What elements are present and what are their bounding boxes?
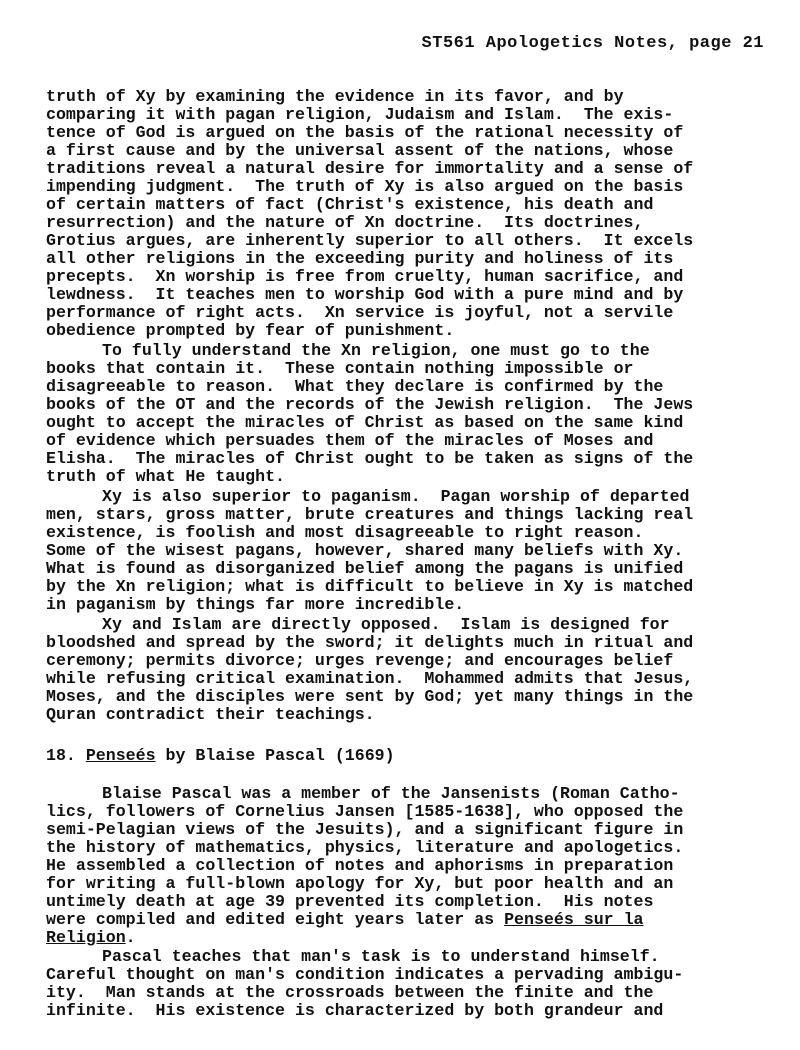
text-line: books of the OT and the records of the Jewish religion. The Jews [46, 395, 694, 414]
text-line: lics, followers of Cornelius Jansen [1585-1638], who opposed the [46, 802, 684, 821]
text-line: while refusing critical examination. Mohammed admits that Jesus, [46, 669, 694, 688]
text-line: disagreeable to reason. What they declare is confirmed by the [46, 377, 664, 396]
text-line: precepts. Xn worship is free from cruelty, human sacrifice, and [46, 267, 684, 286]
text-line: untimely death at age 39 prevented its completion. His notes [46, 892, 654, 911]
text-line: a first cause and by the universal assent of the nations, whose [46, 141, 674, 160]
text-line: truth of what He taught. [46, 467, 285, 486]
text-line: lewdness. It teaches men to worship God with a pure mind and by [46, 285, 684, 304]
text-line: existence, is foolish and most disagreeable to right reason. [46, 523, 644, 542]
text-line: men, stars, gross matter, brute creatures and things lacking real [46, 505, 694, 524]
work-title: Religion [46, 928, 126, 947]
text-line: ceremony; permits divorce; urges revenge; and encourages belief [46, 651, 674, 670]
section-number: 18. [46, 746, 76, 765]
text-line: Moses, and the disciples were sent by God; yet many things in the [46, 687, 694, 706]
text-line: semi-Pelagian views of the Jesuits), and a significant figure in [46, 820, 684, 839]
text-line: Some of the wisest pagans, however, shared many beliefs with Xy. [46, 541, 684, 560]
text-line: Elisha. The miracles of Christ ought to be taken as signs of the [46, 449, 694, 468]
text-line: ought to accept the miracles of Christ as based on the same kind [46, 413, 684, 432]
section-heading [46, 747, 395, 765]
work-title: Penseés sur la [504, 910, 644, 929]
text-line: comparing it with pagan religion, Judaism and Islam. The exis- [46, 105, 674, 124]
section-title-rest: by Blaise Pascal (1669) [165, 746, 395, 765]
text-line: of certain matters of fact (Christ's existence, his death and [46, 195, 654, 214]
text-line: resurrection) and the nature of Xn doctrine. Its doctrines, [46, 213, 644, 232]
text-line: obedience prompted by fear of punishment. [46, 321, 455, 340]
text-segment: were compiled and edited eight years later as [46, 910, 495, 929]
text-line: Pascal teaches that man's task is to understand himself. [102, 947, 660, 966]
text-line: Grotius argues, are inherently superior to all others. It excels [46, 231, 694, 250]
text-line: books that contain it. These contain nothing impossible or [46, 359, 634, 378]
text-line: Quran contradict their teachings. [46, 705, 375, 724]
text-line: performance of right acts. Xn service is joyful, not a servile [46, 303, 674, 322]
text-line: traditions reveal a natural desire for immortality and a sense of [46, 159, 694, 178]
text-line: infinite. His existence is characterized by both grandeur and [46, 1001, 664, 1020]
section-work-title: Penseés [85, 746, 156, 765]
text-line: To fully understand the Xn religion, one must go to the [102, 341, 650, 360]
text-line: Xy is also superior to paganism. Pagan worship of departed [102, 487, 690, 506]
text-line [46, 911, 644, 929]
text-line: the history of mathematics, physics, literature and apologetics. [46, 838, 684, 857]
text-line: by the Xn religion; what is difficult to believe in Xy is matched [46, 577, 694, 596]
text-line: all other religions in the exceeding purity and holiness of its [46, 249, 674, 268]
text-line: What is found as disorganized belief among the pagans is unified [46, 559, 684, 578]
text-line: truth of Xy by examining the evidence in its favor, and by [46, 87, 624, 106]
text-line: Blaise Pascal was a member of the Jansenists (Roman Catho- [102, 784, 680, 803]
text-line: tence of God is argued on the basis of the rational necessity of [46, 123, 684, 142]
text-line: bloodshed and spread by the sword; it delights much in ritual and [46, 633, 694, 652]
text-segment: . [125, 928, 136, 947]
text-line: in paganism by things far more incredible. [46, 595, 465, 614]
text-line: ity. Man stands at the crossroads between the finite and the [46, 983, 654, 1002]
text-line: impending judgment. The truth of Xy is also argued on the basis [46, 177, 684, 196]
page-header: ST561 Apologetics Notes, page 21 [421, 34, 764, 53]
text-line: of evidence which persuades them of the miracles of Moses and [46, 431, 654, 450]
text-line: Xy and Islam are directly opposed. Islam is designed for [102, 615, 670, 634]
text-line: Careful thought on man's condition indicates a pervading ambigu- [46, 965, 684, 984]
text-line [46, 929, 136, 947]
text-line: for writing a full-blown apology for Xy, but poor health and an [46, 874, 674, 893]
text-line: He assembled a collection of notes and aphorisms in preparation [46, 856, 674, 875]
